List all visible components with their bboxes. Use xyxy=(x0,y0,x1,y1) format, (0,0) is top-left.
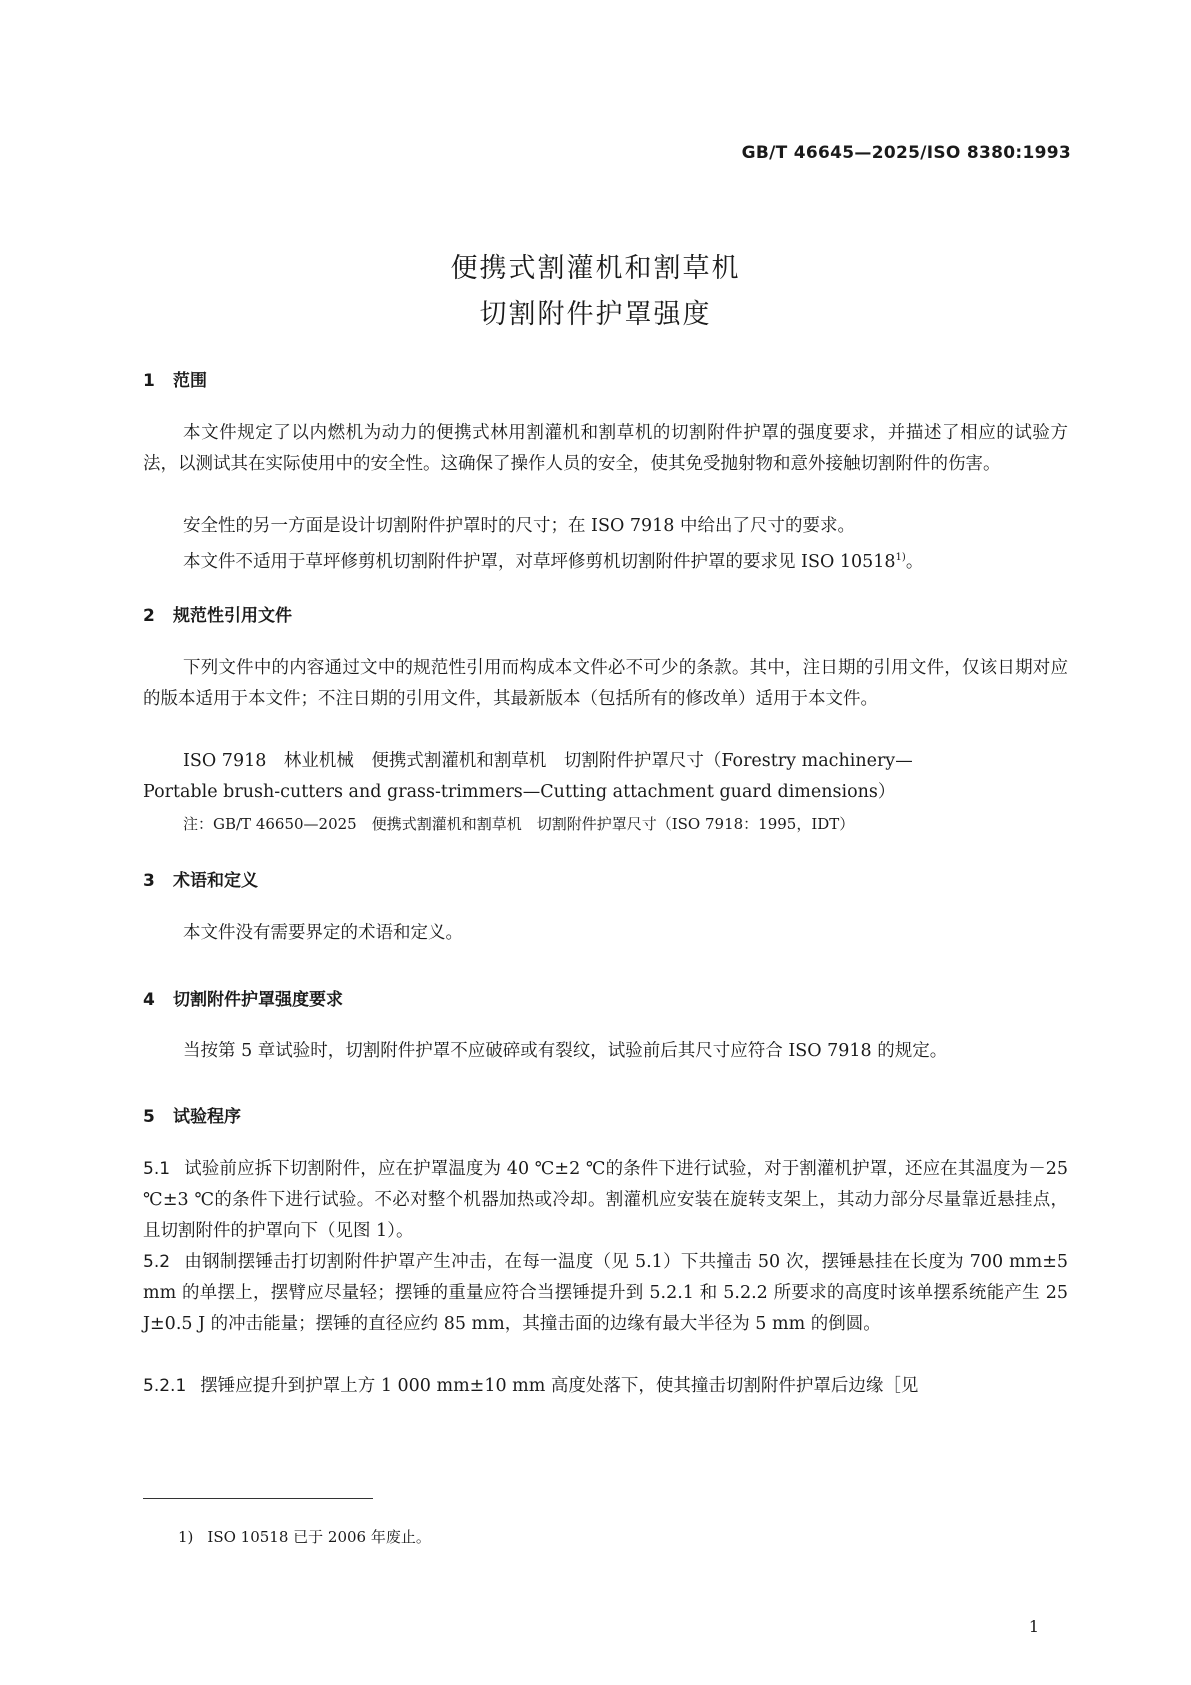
footnote-separator xyxy=(143,1498,373,1499)
section-title: 切割附件护罩强度要求 xyxy=(173,990,343,1010)
paragraph-text: 本文件不适用于草坪修剪机切割附件护罩，对草坪修剪机切割附件护罩的要求见 ISO 10518 xyxy=(183,551,896,572)
section-title: 范围 xyxy=(173,371,207,391)
section-number: 2 xyxy=(143,606,155,626)
section-3-paragraph-1: 本文件没有需要界定的术语和定义。 xyxy=(183,923,463,943)
reference-note: 注：GB/T 46650—2025 便携式割灌机和割草机 切割附件护罩尺寸（ISO 7918：1995，IDT） xyxy=(183,815,855,833)
footnote-text: ISO 10518 已于 2006 年废止。 xyxy=(207,1528,431,1546)
document-title-line2: 切割附件护罩强度 xyxy=(479,299,712,330)
clause-text: 由钢制摆锤击打切割附件护罩产生冲击，在每一温度（见 5.1）下共撞击 50 次，摆锤悬挂在长度为 700 mm±5 mm 的单摆上，摆臂应尽量轻；摆锤的重量应符合当摆锤提升到 5.2.1 和 5.2.2 所要求的高度时该单摆系统能产生 25 J±0.5 J 的冲击能量；摆锤的直径应约 85 mm，其撞击面的边缘有最大半径为 5 mm 的倒圆。 xyxy=(143,1252,1068,1334)
section-2-heading xyxy=(143,601,292,626)
section-4-paragraph-1: 当按第 5 章试验时，切割附件护罩不应破碎或有裂纹，试验前后其尺寸应符合 ISO 7918 的规定。 xyxy=(183,1041,948,1061)
paragraph-end: 。 xyxy=(905,551,924,572)
section-title: 试验程序 xyxy=(173,1107,241,1127)
section-number: 5 xyxy=(143,1107,155,1127)
section-4-heading xyxy=(143,985,343,1010)
normative-reference-line2: Portable brush-cutters and grass-trimmers—Cutting attachment guard dimensions） xyxy=(143,782,896,802)
section-number: 3 xyxy=(143,871,155,891)
footnote xyxy=(178,1526,431,1547)
normative-reference-line1: ISO 7918 林业机械 便携式割灌机和割草机 切割附件护罩尺寸（Forestry machinery— xyxy=(183,751,913,771)
section-title: 术语和定义 xyxy=(173,871,258,891)
section-1-heading xyxy=(143,366,207,391)
document-title-line1: 便携式割灌机和割草机 xyxy=(450,253,741,284)
clause-number: 5.1 xyxy=(143,1159,171,1179)
section-title: 规范性引用文件 xyxy=(173,606,292,626)
section-2-paragraph-1: 下列文件中的内容通过文中的规范性引用而构成本文件必不可少的条款。其中，注日期的引用文件，仅该日期对应的版本适用于本文件；不注日期的引用文件，其最新版本（包括所有的修改单）适用于本文件。 xyxy=(143,658,1068,709)
section-number: 4 xyxy=(143,990,155,1010)
clause-5-2-1 xyxy=(143,1371,1068,1402)
footnote-reference: 1) xyxy=(895,552,906,563)
clause-5-2 xyxy=(143,1247,1068,1340)
clause-number: 5.2.1 xyxy=(143,1376,187,1396)
standard-code: GB/T 46645—2025/ISO 8380:1993 xyxy=(741,143,1071,163)
section-3-heading xyxy=(143,866,258,891)
clause-number: 5.2 xyxy=(143,1252,171,1272)
footnote-mark: 1) xyxy=(178,1528,194,1546)
clause-text: 摆锤应提升到护罩上方 1 000 mm±10 mm 高度处落下，使其撞击切割附件护罩后边缘［见 xyxy=(200,1376,919,1396)
section-1-paragraph-2: 安全性的另一方面是设计切割附件护罩时的尺寸；在 ISO 7918 中给出了尺寸的要求。 xyxy=(183,516,855,536)
section-number: 1 xyxy=(143,371,155,391)
section-1-paragraph-3 xyxy=(143,542,1068,578)
section-5-heading xyxy=(143,1102,241,1127)
section-1-paragraph-1: 本文件规定了以内燃机为动力的便携式林用割灌机和割草机的切割附件护罩的强度要求，并描述了相应的试验方法，以测试其在实际使用中的安全性。这确保了操作人员的安全，使其免受抛射物和意外接触切割附件的伤害。 xyxy=(143,423,1068,474)
clause-5-1 xyxy=(143,1154,1068,1247)
page-number: 1 xyxy=(1028,1617,1039,1636)
clause-text: 试验前应拆下切割附件，应在护罩温度为 40 ℃±2 ℃的条件下进行试验，对于割灌机护罩，还应在其温度为－25 ℃±3 ℃的条件下进行试验。不必对整个机器加热或冷却。割灌机应安装在旋转支架上，其动力部分尽量靠近悬挂点，且切割附件的护罩向下（见图 1）。 xyxy=(143,1159,1068,1241)
